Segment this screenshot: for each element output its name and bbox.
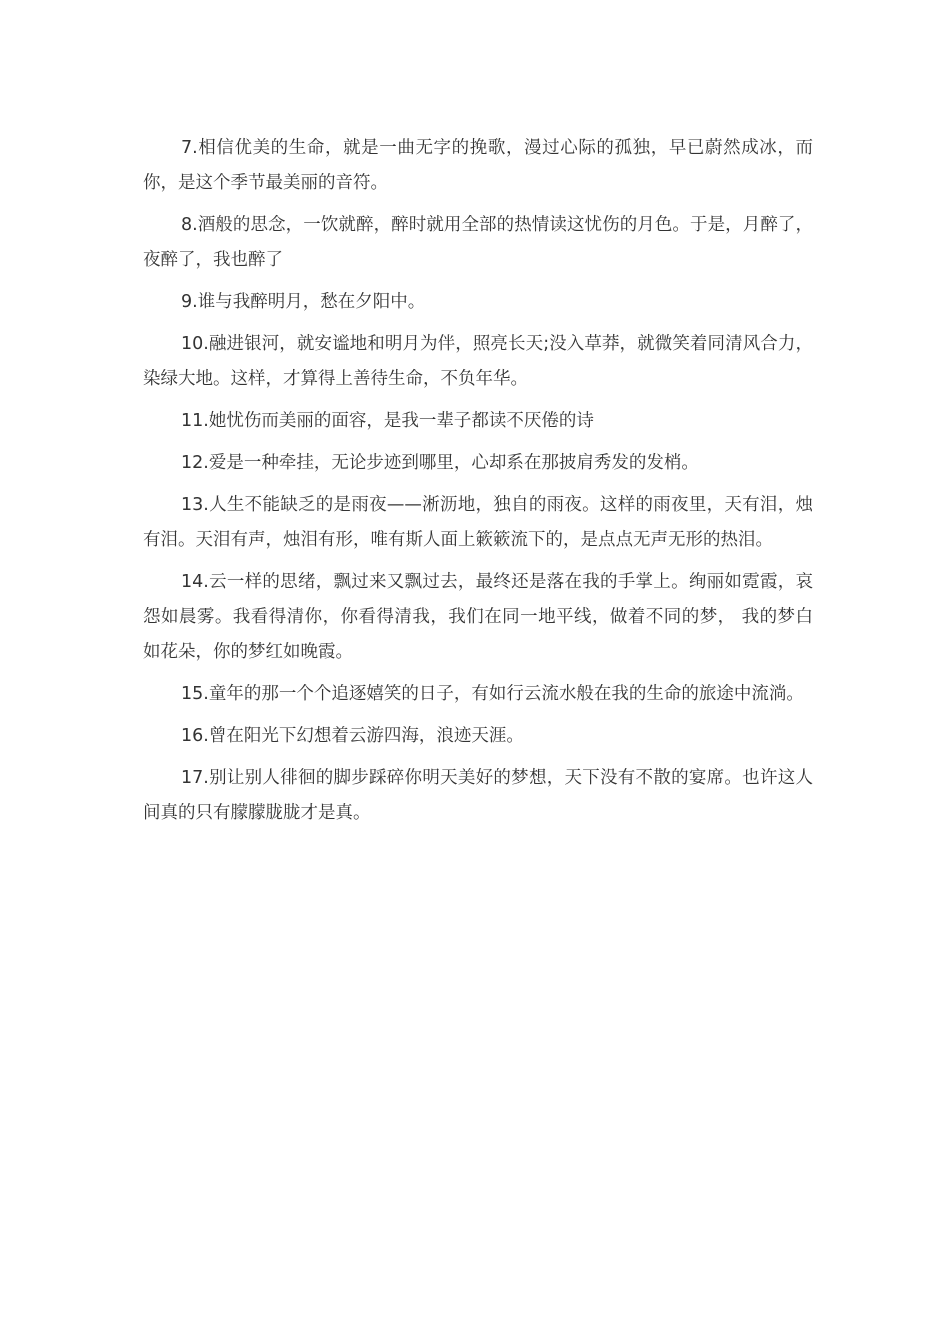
paragraph-13: 13.人生不能缺乏的是雨夜——淅沥地，独自的雨夜。这样的雨夜里，天有泪，烛有泪。天泪有声，烛泪有形，唯有斯人面上簌簌流下的，是点点无声无形的热泪。 [143, 495, 813, 550]
paragraph-16: 16.曾在阳光下幻想着云游四海，浪迹天涯。 [181, 726, 524, 746]
paragraph-17: 17.别让别人徘徊的脚步踩碎你明天美好的梦想，天下没有不散的宴席。也许这人间真的只有朦朦胧胧才是真。 [143, 768, 813, 823]
paragraph-8: 8.酒般的思念，一饮就醉，醉时就用全部的热情读这忧伤的月色。于是，月醉了，夜醉了，我也醉了 [143, 215, 813, 270]
paragraph-14: 14.云一样的思绪，飘过来又飘过去，最终还是落在我的手掌上。绚丽如霓霞，哀怨如晨雾。我看得清你，你看得清我，我们在同一地平线，做着不同的梦， 我的梦白如花朵，你的梦红如晚霞。 [143, 572, 813, 662]
paragraph-11: 11.她忧伤而美丽的面容，是我一辈子都读不厌倦的诗 [181, 411, 594, 431]
paragraph-9: 9.谁与我醉明月，愁在夕阳中。 [181, 292, 426, 312]
paragraph-7: 7.相信优美的生命，就是一曲无字的挽歌，漫过心际的孤独，早已蔚然成冰，而你，是这个季节最美丽的音符。 [143, 138, 813, 193]
paragraph-12: 12.爱是一种牵挂，无论步迹到哪里，心却系在那披肩秀发的发梢。 [181, 453, 699, 473]
document-body [143, 131, 813, 838]
paragraph-15: 15.童年的那一个个追逐嬉笑的日子，有如行云流水般在我的生命的旅途中流淌。 [181, 684, 804, 704]
paragraph-10: 10.融进银河，就安谧地和明月为伴，照亮长天;没入草莽，就微笑着同清风合力，染绿大地。这样，才算得上善待生命，不负年华。 [143, 334, 813, 389]
